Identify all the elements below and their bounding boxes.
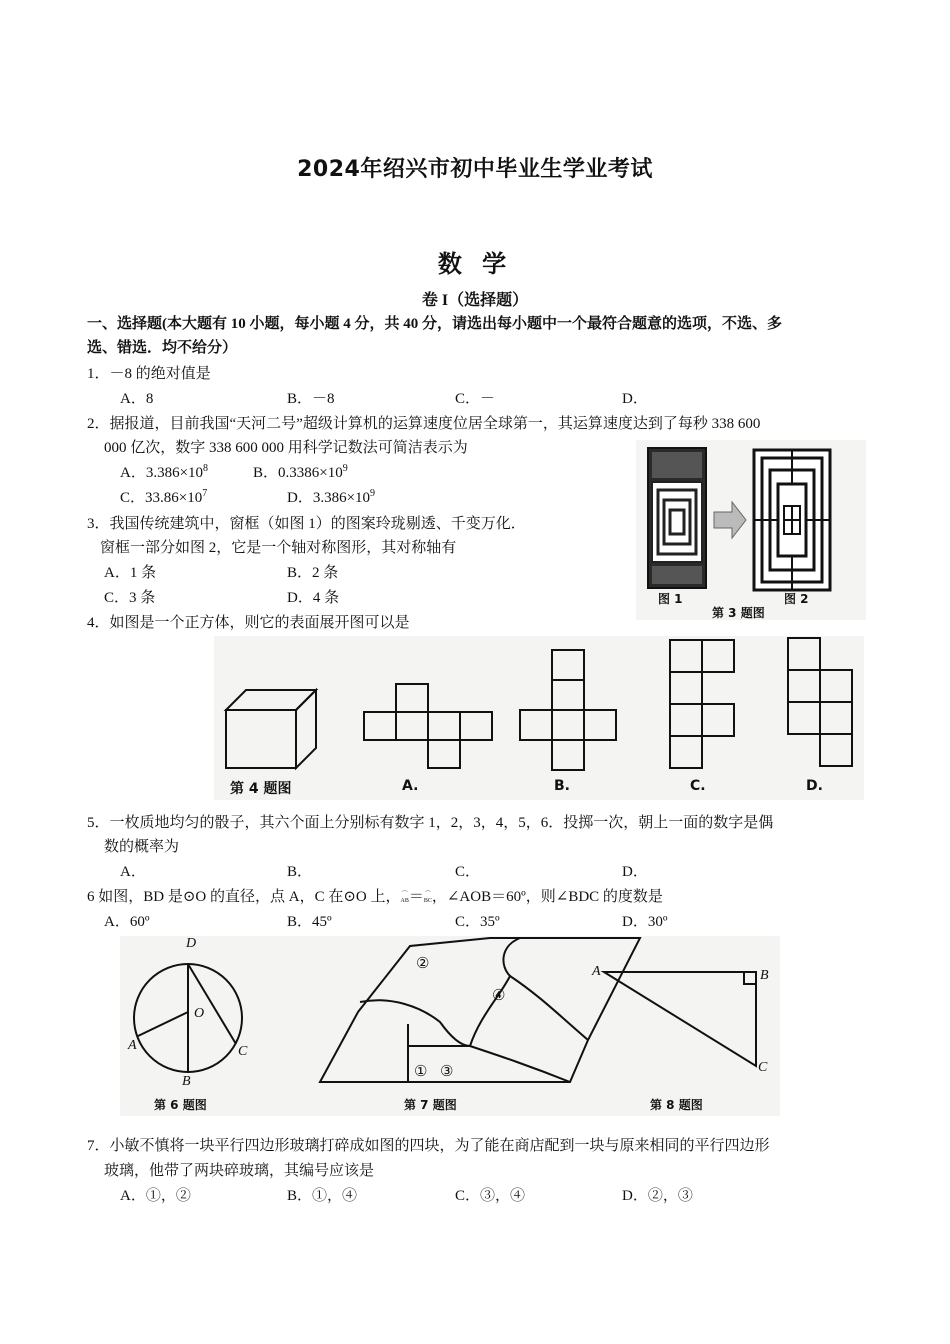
q1-stem: 1．－8 的绝对值是 (87, 366, 211, 382)
subject-title: 数 学 (437, 250, 513, 278)
q3-option-a: A．1 条 (104, 565, 157, 581)
q5-stem-line1: 5．一枚质地均匀的骰子，其六个面上分别标有数字 1，2，3，4，5，6．投掷一次，朝上一面的数字是偶 (87, 815, 774, 831)
q6-option-c: C．35º (455, 914, 500, 930)
q2-option-d: D．$3.386\times 10^9$ (287, 488, 376, 506)
q2-option-b: B．$0.3386\times 10^9$ (253, 463, 348, 481)
q1-option-d: D． (622, 391, 648, 407)
q3-fig2-label: 图 2 (784, 592, 809, 606)
section-heading-line2: 选、错选．均不给分） (87, 340, 238, 356)
q3-caption: 第 3 题图 (712, 606, 765, 620)
fig6-label-o: O (194, 1006, 205, 1021)
q3-option-b: B．2 条 (287, 565, 339, 581)
q3-option-c: C．3 条 (104, 590, 156, 606)
q2-stem-line2: 000 亿次，数字 338 600 000 用科学记数法可简洁表示为 (104, 440, 468, 456)
fig7-caption: 第 7 题图 (404, 1098, 457, 1112)
q4-label-c: C. (690, 778, 706, 794)
fig7-piece-1: ① (414, 1064, 428, 1080)
fig8-label-a: A (592, 964, 601, 979)
fig6-label-b: B (182, 1074, 191, 1089)
q2-option-c: C．$33.86\times 10^7$ (120, 488, 208, 506)
q6-option-d: D．30º (622, 914, 668, 930)
q4-caption: 第 4 题图 (230, 781, 292, 797)
q7-stem-line1: 7．小敏不慎将一块平行四边形玻璃打碎成如图的四块，为了能在商店配到一块与原来相同的平行四边形 (87, 1138, 770, 1154)
q7-stem-line2: 玻璃，他带了两块碎玻璃，其编号应该是 (104, 1163, 375, 1179)
q5-stem-line2: 数的概率为 (104, 839, 180, 855)
q7-option-c: C．③，④ (455, 1188, 526, 1204)
q4-figure (214, 636, 864, 800)
q1-option-c: C．－ (455, 391, 496, 407)
fig7-piece-4: ④ (492, 988, 506, 1004)
section-heading-line1: 一、选择题(本大题有 10 小题，每小题 4 分，共 40 分，请选出每小题中一个最符合题意的选项，不选、多 (87, 316, 782, 332)
fig8-label-b: B (760, 968, 769, 983)
q2-stem-line1: 2．据报道，目前我国“天河二号”超级计算机的运算速度位居全球第一，其运算速度达到了每秒 338 600 (87, 416, 761, 432)
exam-title: 2024年绍兴市初中毕业生学业考试 (297, 157, 653, 182)
fig7-piece-3: ③ (440, 1064, 454, 1080)
arc-ab-notation: ⌒ AB (400, 891, 409, 904)
fig8-label-c: C (758, 1060, 768, 1075)
volume-title: 卷 I（选择题） (421, 292, 529, 309)
figures-6-7-8 (120, 936, 780, 1116)
q1-option-a: A．8 (120, 391, 154, 407)
q3-fig1-label: 图 1 (658, 592, 683, 606)
q6-stem: 6 如图，BD 是⊙O 的直径，点 A，C 在⊙O 上，⌒ AB＝⌒ BC，∠AOB＝60º，则∠BDC 的度数是 (87, 889, 663, 905)
q7-option-a: A．①，② (120, 1188, 191, 1204)
q3-option-d: D．4 条 (287, 590, 340, 606)
q5-option-c: C． (455, 864, 481, 880)
q4-label-b: B. (554, 778, 570, 794)
q5-option-d: D． (622, 864, 648, 880)
q6-option-b: B．45º (287, 914, 332, 930)
q4-label-d: D. (806, 778, 823, 794)
q3-stem-line2: 窗框一部分如图 2，它是一个轴对称图形，其对称轴有 (100, 540, 457, 556)
q6-option-a: A．60º (104, 914, 150, 930)
fig8-caption: 第 8 题图 (650, 1098, 703, 1112)
fig7-piece-2-label: ② (416, 956, 430, 972)
q4-label-a: A. (402, 778, 419, 794)
fig6-caption: 第 6 题图 (154, 1098, 207, 1112)
q5-option-a: A． (120, 864, 146, 880)
geometry-figures (120, 936, 780, 1116)
q5-option-b: B． (287, 864, 313, 880)
arc-bc-notation: ⌒ BC (423, 891, 432, 904)
cube-nets-diagram (214, 636, 864, 800)
q7-option-b: B．①，④ (287, 1188, 358, 1204)
q7-option-d: D．②，③ (622, 1188, 693, 1204)
fig6-label-c: C (238, 1044, 248, 1059)
q3-stem-line1: 3．我国传统建筑中，窗框（如图 1）的图案玲珑剔透、千变万化． (87, 516, 526, 532)
q2-option-a: A．$3.386\times 10^8$ (120, 463, 209, 481)
q3-figure (636, 440, 866, 620)
fig6-label-d: D (186, 936, 197, 951)
fig6-label-a: A (128, 1038, 137, 1053)
q1-option-b: B．－8 (287, 391, 335, 407)
q4-stem: 4．如图是一个正方体，则它的表面展开图可以是 (87, 615, 410, 631)
